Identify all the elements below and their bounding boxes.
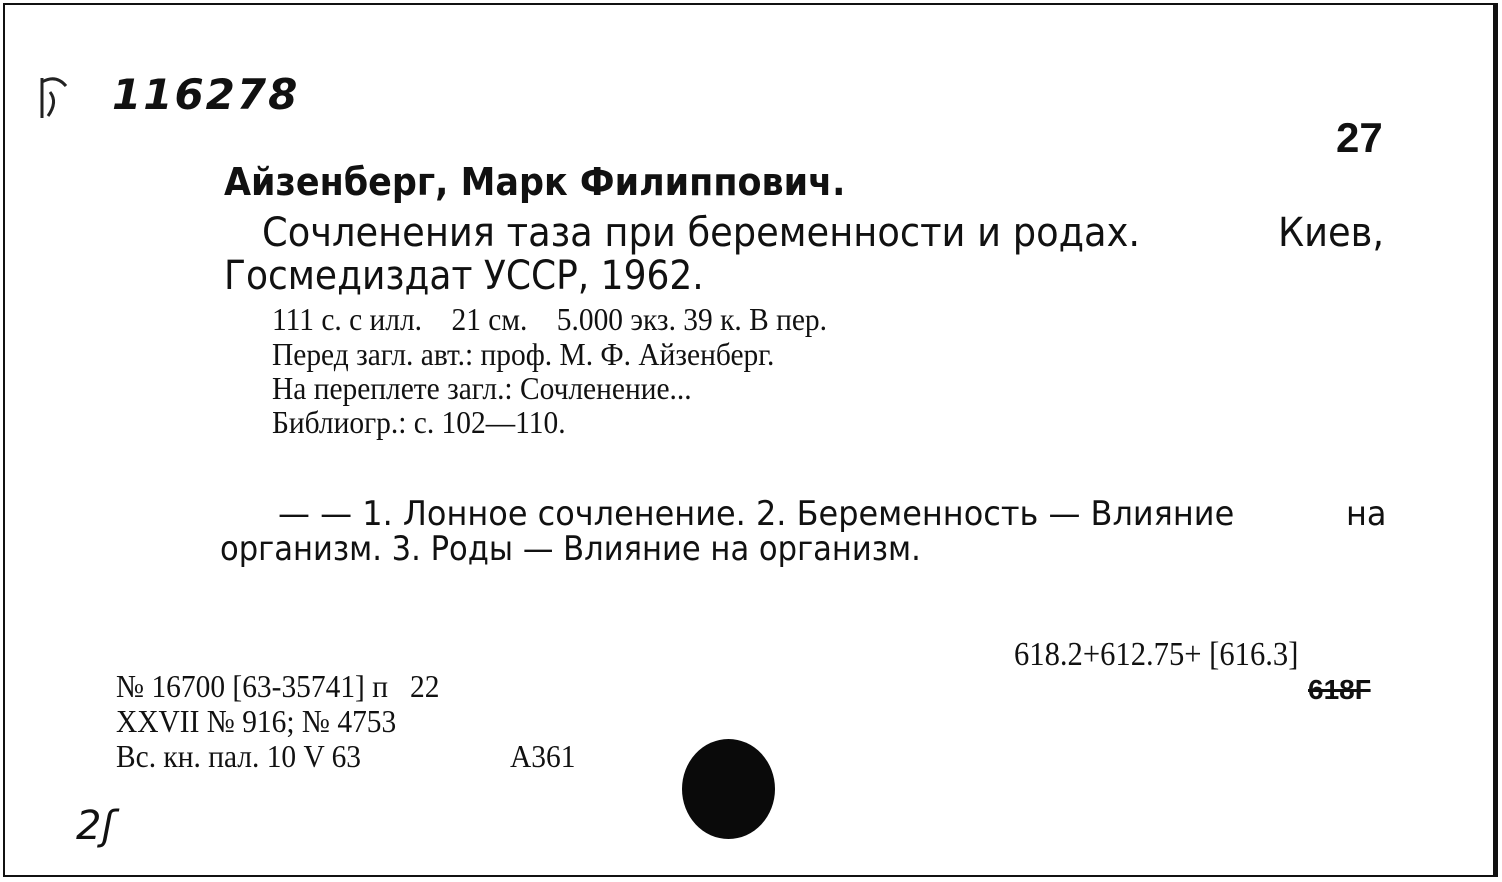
- punch-hole: [682, 739, 775, 839]
- record-line-2: XXVII № 916; № 4753: [116, 703, 397, 739]
- note-physical-description: 111 с. с илл. 21 см. 5.000 экз. 39 к. В пер.: [272, 301, 828, 337]
- card-code: А361: [510, 738, 576, 774]
- classification-index: 618.2+612.75+ [616.3]: [1014, 636, 1299, 673]
- author-heading: Айзенберг, Марк Филиппович.: [224, 160, 846, 204]
- note-author-statement: Перед загл. авт.: проф. М. Ф. Айзенберг.: [272, 336, 775, 372]
- note-bibliography: Библиогр.: с. 102—110.: [272, 404, 566, 440]
- handwritten-mark: 2ʃ: [76, 803, 115, 849]
- subject-headings-line-2: организм. 3. Роды — Влияние на организм.: [220, 529, 921, 569]
- library-stamp-icon: [38, 72, 76, 122]
- classification-crossed: 618Г: [1308, 674, 1371, 705]
- title-line-1: Сочленения таза при беременности и родах.: [262, 210, 1141, 256]
- record-line-3: Вс. кн. пал. 10 V 63: [116, 738, 362, 774]
- title-line-2: Госмедиздат УССР, 1962.: [224, 253, 704, 299]
- inventory-number: 116278: [112, 70, 300, 119]
- note-binding-title: На переплете загл.: Сочленение...: [272, 370, 692, 406]
- card-edge: [1494, 3, 1498, 877]
- subject-headings-line-1-end: на: [1346, 494, 1387, 534]
- record-line-1: № 16700 [63-35741] п 22: [116, 668, 440, 704]
- publication-place: Киев,: [1278, 210, 1385, 256]
- subject-headings-line-1: — — 1. Лонное сочленение. 2. Беременность — Влияние: [278, 494, 1235, 534]
- shelf-number: 27: [1336, 114, 1383, 161]
